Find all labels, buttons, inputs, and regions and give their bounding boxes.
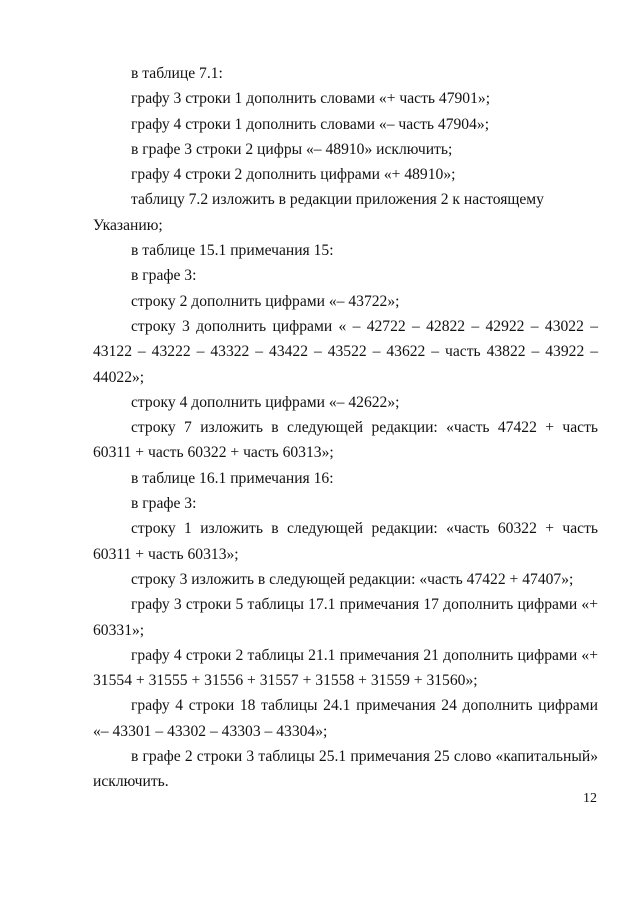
paragraph-9: строку 2 дополнить цифрами «– 43722»; — [131, 292, 400, 310]
paragraph-20: в графе 2 строки 3 таблицы 25.1 примечания 25 слово «капитальный» исключить. — [93, 748, 598, 791]
paragraph-14: в графе 3: — [131, 495, 197, 513]
paragraph-2: графу 3 строки 1 дополнить словами «+ часть 47901»; — [131, 90, 491, 108]
paragraph-1: в таблице 7.1: — [131, 65, 223, 82]
paragraph-3: графу 4 строки 1 дополнить словами «– часть 47904»; — [131, 115, 490, 133]
paragraph-7: в таблице 15.1 примечания 15: — [131, 242, 334, 260]
document-body — [93, 61, 598, 795]
page-number: 12 — [583, 791, 597, 806]
paragraph-8: в графе 3: — [131, 267, 197, 285]
paragraph-15: строку 1 изложить в следующей редакции: «часть 60322 + часть 60311 + часть 60313»; — [93, 520, 598, 563]
paragraph-19: графу 4 строки 18 таблицы 24.1 примечания 24 дополнить цифрами «– 43301 – 43302 – 43303 – 43304»; — [93, 697, 598, 740]
paragraph-4: в графе 3 строки 2 цифры «– 48910» исключить; — [131, 140, 453, 158]
paragraph-6: таблицу 7.2 изложить в редакции приложения 2 к настоящему Указанию; — [93, 191, 544, 234]
paragraph-13: в таблице 16.1 примечания 16: — [131, 469, 334, 487]
paragraph-10: строку 3 дополнить цифрами « – 42722 – 42822 – 42922 – 43022 – 43122 – 43222 – 43322 – 43422 – 43522 – 43622 – часть 43822 – 43922 – 44022»; — [93, 317, 598, 386]
paragraph-5: графу 4 строки 2 дополнить цифрами «+ 48910»; — [131, 166, 456, 184]
paragraph-16: строку 3 изложить в следующей редакции: «часть 47422 + 47407»; — [131, 570, 574, 588]
paragraph-12: строку 7 изложить в следующей редакции: «часть 47422 + часть 60311 + часть 60322 + часть 60313»; — [93, 419, 598, 462]
paragraph-18: графу 4 строки 2 таблицы 21.1 примечания 21 дополнить цифрами «+ 31554 + 31555 + 31556 + 31557 + 31558 + 31559 + 31560»; — [93, 646, 598, 690]
paragraph-11: строку 4 дополнить цифрами «– 42622»; — [131, 393, 400, 411]
paragraph-17: графу 3 строки 5 таблицы 17.1 примечания 17 дополнить цифрами «+ 60331»; — [93, 596, 598, 639]
